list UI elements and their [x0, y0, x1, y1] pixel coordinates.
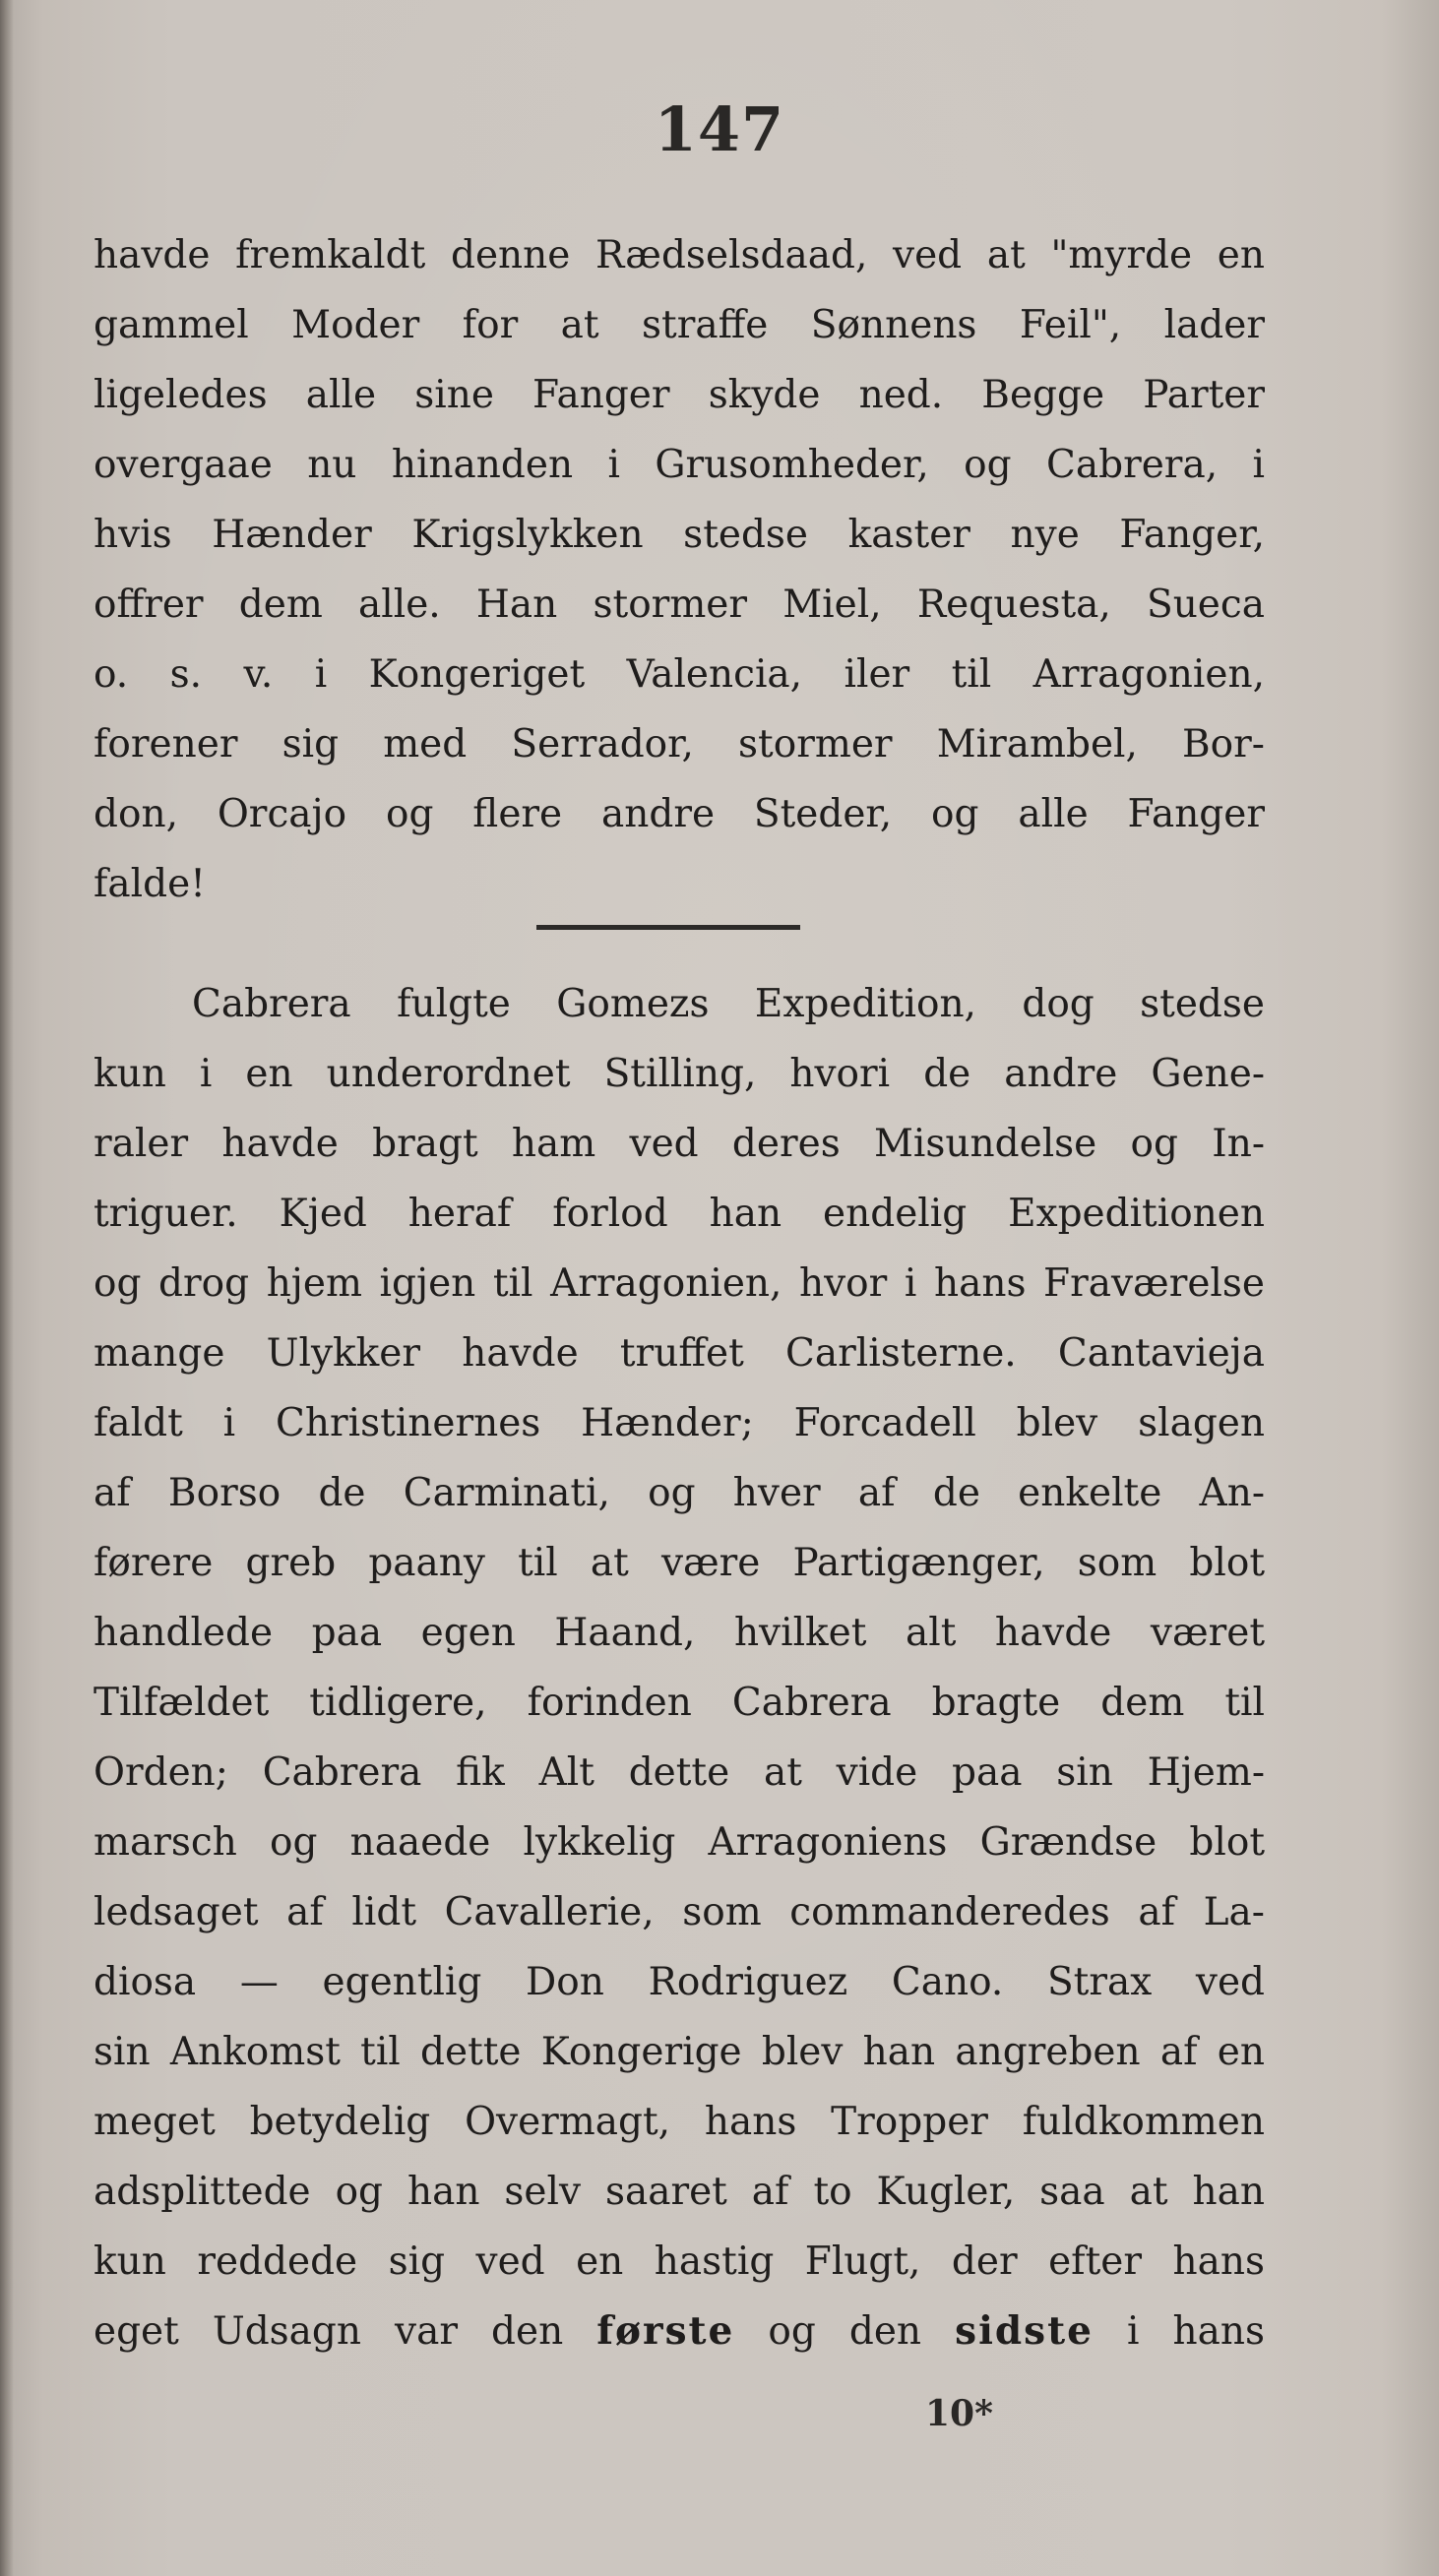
text-line: falde! [94, 862, 206, 906]
final-text-line [94, 2297, 1265, 2366]
text-line: ligeledes alle sine Fanger skyde ned. Begge Parter [94, 373, 1265, 417]
text-line: raler havde bragt ham ved deres Misundelse og In- [94, 1122, 1265, 1166]
paragraph-1 [94, 220, 1265, 919]
text-line: Cabrera fulgte Gomezs Expedition, dog stedse [192, 982, 1265, 1026]
text-line: ledsaget af lidt Cavallerie, som commanderedes af La- [94, 1890, 1265, 1934]
text-line: hvis Hænder Krigslykken stedse kaster nye Fanger, [94, 513, 1265, 557]
printer-signature-mark: 10* [925, 2393, 993, 2434]
text-line: meget betydelig Overmagt, hans Tropper fuldkommen [94, 2100, 1265, 2144]
text-line: faldt i Christinernes Hænder; Forcadell blev slagen [94, 1401, 1265, 1445]
emphasized-word-first: første [596, 2308, 735, 2354]
text-line: førere greb paany til at være Partigænger, som blot [94, 1541, 1265, 1585]
final-line-start: eget Udsagn var den [94, 2309, 564, 2354]
text-line: forener sig med Serrador, stormer Mirambel, Bor- [94, 722, 1265, 767]
text-line: mange Ulykker havde truffet Carlisterne. Cantavieja [94, 1331, 1265, 1376]
text-line: overgaae nu hinanden i Grusomheder, og Cabrera, i [94, 443, 1265, 487]
text-line: handlede paa egen Haand, hvilket alt havde været [94, 1611, 1265, 1655]
text-line: kun reddede sig ved en hastig Flugt, der efter hans [94, 2239, 1265, 2284]
text-line: Orden; Cabrera fik Alt dette at vide paa sin Hjem- [94, 1750, 1265, 1795]
text-line: havde fremkaldt denne Rædselsdaad, ved at "myrde en [94, 233, 1265, 277]
section-divider-rule [536, 925, 800, 930]
final-line-middle: og den [768, 2309, 922, 2354]
text-line: o. s. v. i Kongeriget Valencia, iler til Arragonien, [94, 652, 1265, 697]
paragraph-2 [94, 969, 1265, 2366]
text-line: marsch og naaede lykkelig Arragoniens Grændse blot [94, 1820, 1265, 1865]
text-line: triguer. Kjed heraf forlod han endelig Expeditionen [94, 1192, 1265, 1236]
final-line-end: i hans [1126, 2309, 1265, 2354]
text-line: diosa — egentlig Don Rodriguez Cano. Strax ved [94, 1960, 1265, 2004]
emphasized-word-last: sidste [955, 2308, 1094, 2354]
text-line: gammel Moder for at straffe Sønnens Feil", lader [94, 303, 1265, 347]
text-line: af Borso de Carminati, og hver af de enkelte An- [94, 1471, 1265, 1515]
page-gutter-edge [0, 0, 14, 2576]
text-line: sin Ankomst til dette Kongerige blev han angreben af en [94, 2030, 1265, 2074]
page-number: 147 [654, 93, 785, 165]
text-line: don, Orcajo og flere andre Steder, og alle Fanger [94, 792, 1265, 836]
text-line: Tilfældet tidligere, forinden Cabrera bragte dem til [94, 1681, 1265, 1725]
text-line: offrer dem alle. Han stormer Miel, Requesta, Sueca [94, 583, 1265, 627]
text-line: og drog hjem igjen til Arragonien, hvor i hans Fraværelse [94, 1261, 1265, 1306]
text-line: kun i en underordnet Stilling, hvori de andre Gene- [94, 1052, 1265, 1096]
text-line: adsplittede og han selv saaret af to Kugler, saa at han [94, 2170, 1265, 2214]
